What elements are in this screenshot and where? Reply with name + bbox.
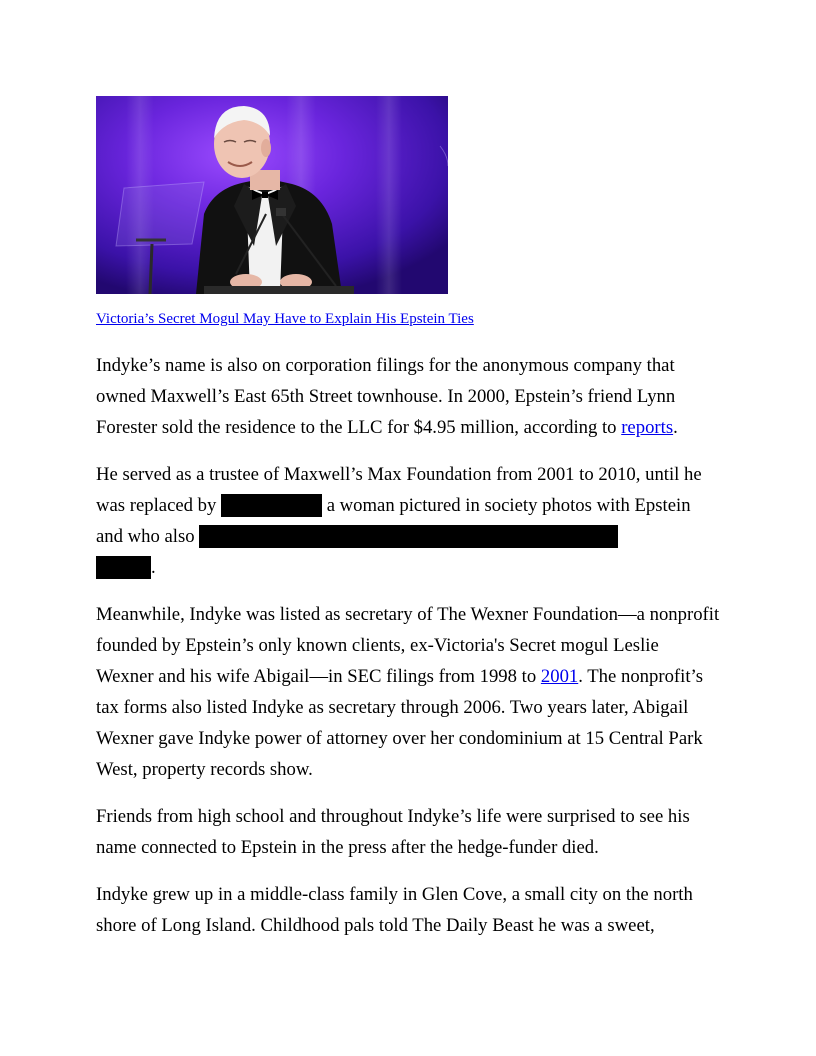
paragraph-text: Indyke grew up in a middle-class family in Glen Cove, a small city on the north shore of Long Island. Childhood pals told The Daily Beast he was a sweet, (96, 884, 693, 936)
paragraph-text: Friends from high school and throughout Indyke’s life were surprised to see his name connected to Epstein in the press after the hedge-funder died. (96, 806, 690, 858)
redaction-block (221, 494, 322, 517)
paragraph-text: . (151, 557, 156, 578)
paragraph-friends (96, 801, 720, 863)
man-at-podium-photo (96, 96, 448, 294)
paragraph-text: . (673, 417, 678, 438)
paragraph-townhouse (96, 350, 720, 443)
reports-link[interactable]: reports (621, 417, 674, 438)
paragraph-text: Meanwhile, Indyke was listed as secretary of The Wexner Foundation—a nonprofit founded by Epstein’s only known clients, ex-Victoria's Secret mogul Leslie Wexner and his wife Abigail—in SEC filings from 1998 to (96, 604, 720, 687)
redaction-block (199, 525, 618, 548)
paragraph-text: He served as a trustee of Maxwell’s Max Foundation from 2001 to 2010, until he was replaced by (96, 464, 702, 516)
paragraph-text: . The nonprofit’s tax forms also listed Indyke as secretary through 2006. Two years later, Abigail Wexner gave Indyke power of attorney over her condominium at 15 Central Park West, property records show. (96, 666, 703, 780)
paragraph-text: Indyke’s name is also on corporation filings for the anonymous company that owned Maxwell’s East 65th Street townhouse. In 2000, Epstein’s friend Lynn Forester sold the residence to the LLC for $4.95 million, according to (96, 355, 676, 438)
document-page (96, 96, 720, 941)
year-2001-link[interactable]: 2001 (540, 666, 579, 687)
related-article-link[interactable]: Victoria’s Secret Mogul May Have to Explain His Epstein Ties (96, 311, 474, 327)
photo-caption (96, 309, 720, 329)
article-photo (96, 96, 448, 294)
paragraph-text: a woman pictured in society photos with Epstein and who also (96, 495, 691, 547)
redaction-block (96, 556, 151, 579)
paragraph-max-foundation (96, 459, 720, 583)
paragraph-wexner-foundation (96, 599, 720, 785)
paragraph-childhood (96, 879, 720, 941)
